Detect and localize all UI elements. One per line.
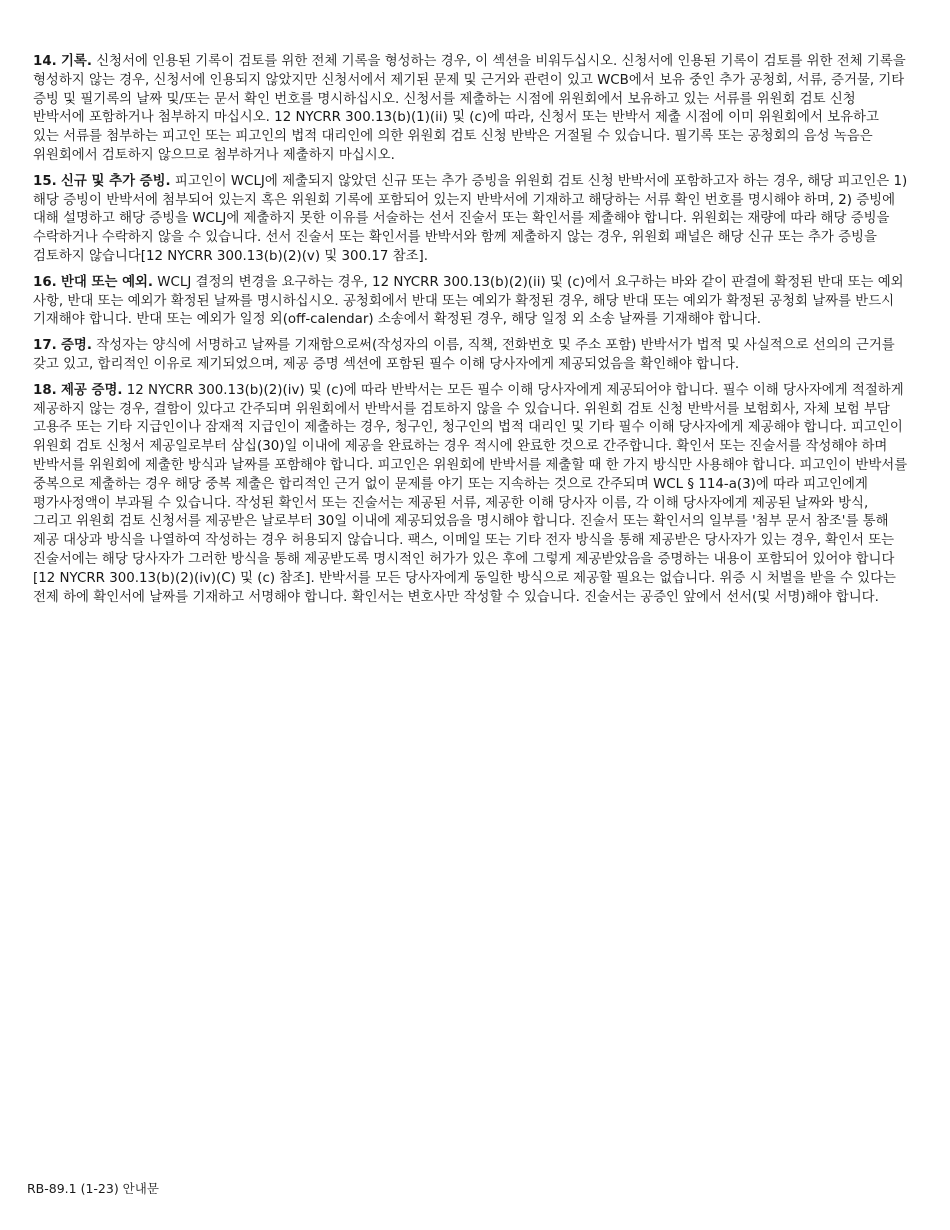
instructions-content (33, 53, 909, 614)
section-heading: 신규 및 추가 증빙. (61, 173, 171, 189)
section-number: 17. (33, 338, 57, 354)
section-heading: 제공 증명. (61, 382, 123, 398)
section-heading: 반대 또는 예외. (61, 274, 154, 290)
section-heading: 기록. (61, 54, 92, 69)
section-body: 신청서에 인용된 기록이 검토를 위한 전체 기록을 형성하는 경우, 이 섹션을 비워두십시오. 신청서에 인용된 기록이 검토를 위한 전체 기록을 형성하지 않는 경우, 신청서에 인용되지 않았지만 신청서에서 제기된 문제 및 근거와 관련이 있고 WCB에서 보유 중인 추가 공청회, 서류, 증거물, 기타 증빙 및 필기록의 날짜 및/또는 문서 확인 번호를 명시하십시오. 신청서를 제출하는 시점에 위원회에서 보유하고 있는 서류를 위원회 검토 신청 반박서에 포함하거나 첨부하지 마십시오. 12 NYCRR 300.13(b)(1)(ii) 및 (c)에 따라, 신청서 또는 반박서 제출 시점에 이미 위원회에서 보유하고 있는 서류를 첨부하는 피고인 또는 피고인의 법적 대리인에 의한 위원회 검토 신청 반박은 거절될 수 있습니다. 필기록 또는 공청회의 음성 녹음은 위원회에서 검토하지 않으므로 첨부하거나 제출하지 마십시오. (33, 54, 906, 163)
section-number: 18. (33, 382, 57, 398)
section-15-new-evidence (33, 173, 909, 267)
section-body: 피고인이 WCLJ에 제출되지 않았던 신규 또는 추가 증빙을 위원회 검토 신청 반박서에 포함하고자 하는 경우, 해당 피고인은 1) 해당 증빙이 반박서에 첨부되어 있는지 혹은 위원회 기록에 포함되어 있는지 반박서에 기재하고 해당하는 서류 확인 번호를 명시해야 하며, 2) 증빙에 대해 설명하고 해당 증빙을 WCLJ에 제출하지 못한 이유를 서술하는 선서 진술서 또는 확인서를 제출해야 합니다. 위원회는 재량에 따라 해당 증빙을 수락하거나 수락하지 않을 수 있습니다. 선서 진술서 또는 확인서를 반박서와 함께 제출하지 않는 경우, 위원회 패널은 해당 신규 또는 추가 증빙을 검토하지 않습니다[12 NYCRR 300.13(b)(2)(v) 및 300.17 참조]. (33, 173, 908, 264)
section-14-records (33, 53, 909, 166)
section-number: 16. (33, 274, 57, 290)
section-number: 15. (33, 173, 57, 189)
section-body: 작성자는 양식에 서명하고 날짜를 기재함으로써(작성자의 이름, 직책, 전화번호 및 주소 포함) 반박서가 법적 및 사실적으로 선의의 근거를 갖고 있고, 합리적인 이유로 제기되었으며, 제공 증명 섹션에 포함된 필수 이해 당사자에게 제공되었음을 확인해야 합니다. (33, 338, 895, 372)
section-18-proof-of-service (33, 382, 909, 608)
section-16-objections (33, 274, 909, 330)
section-body: WCLJ 결정의 변경을 요구하는 경우, 12 NYCRR 300.13(b)(2)(ii) 및 (c)에서 요구하는 바와 같이 판결에 확정된 반대 또는 예외 사항, 반대 또는 예외가 확정된 날짜를 명시하십시오. 공청회에서 반대 또는 예외가 확정된 경우, 해당 반대 또는 예외가 확정된 공청회 날짜를 반드시 기재해야 합니다. 반대 또는 예외가 일정 외(off-calendar) 소송에서 확정된 경우, 해당 일정 외 소송 날짜를 기재해야 합니다. (33, 274, 904, 328)
section-number: 14. (33, 54, 57, 69)
section-17-certification (33, 337, 909, 375)
section-heading: 증명. (61, 338, 92, 354)
section-body: 12 NYCRR 300.13(b)(2)(iv) 및 (c)에 따라 반박서는 모든 필수 이해 당사자에게 제공되어야 합니다. 필수 이해 당사자에게 적절하게 제공하지 않는 경우, 결함이 있다고 간주되며 위원회에서 반박서를 검토하지 않을 수 있습니다. 위원회 검토 신청 반박서를 보험회사, 자체 보험 부담 고용주 또는 기타 지급인이나 잠재적 지급인이 제출하는 경우, 청구인, 청구인의 법적 대리인 및 기타 필수 이해 당사자에게 제공해야 합니다. 피고인이 위원회 검토 신청서 제공일로부터 삼십(30)일 이내에 제공을 완료하는 경우 적시에 완료한 것으로 간주합니다. 확인서 또는 진술서를 작성해야 하며 반박서를 위원회에 제출한 방식과 날짜를 포함해야 합니다. 피고인은 위원회에 반박서를 제출할 때 한 가지 방식만 사용해야 합니다. 피고인이 반박서를 중복으로 제출하는 경우 해당 중복 제출은 합리적인 근거 없이 문제를 야기 또는 지속하는 것으로 간주되며 WCL § 114-a(3)에 따라 피고인에게 평가사정액이 부과될 수 있습니다. 작성된 확인서 또는 진술서는 제공된 서류, 제공한 이해 당사자 이름, 각 이해 당사자에게 제공된 날짜와 방식, 그리고 위원회 검토 신청서를 제공받은 날로부터 30일 이내에 제공되었음을 명시해야 합니다. 진술서 또는 확인서의 일부를 '첨부 문서 참조'를 통해 제공 대상과 방식을 나열하여 작성하는 경우 허용되지 않습니다. 팩스, 이메일 또는 기타 전자 방식을 통해 제공받은 당사자가 있는 경우, 확인서 또는 진술서에는 해당 당사자가 그러한 방식을 통해 제공받도록 명시적인 허가가 있은 후에 그렇게 제공받았음을 증명하는 내용이 포함되어 있어야 합니다[12 NYCRR 300.13(b)(2)(iv)(C) 및 (c) 참조]. 반박서를 모든 당사자에게 동일한 방식으로 제공할 필요는 없습니다. 위증 시 처벌을 받을 수 있다는 전제 하에 확인서에 날짜를 기재하고 서명해야 합니다. 확인서는 변호사만 작성할 수 있습니다. 진술서는 공증인 앞에서 선서(및 서명)해야 합니다. (33, 382, 908, 605)
form-footer: RB-89.1 (1-23) 안내문 (27, 1181, 159, 1196)
